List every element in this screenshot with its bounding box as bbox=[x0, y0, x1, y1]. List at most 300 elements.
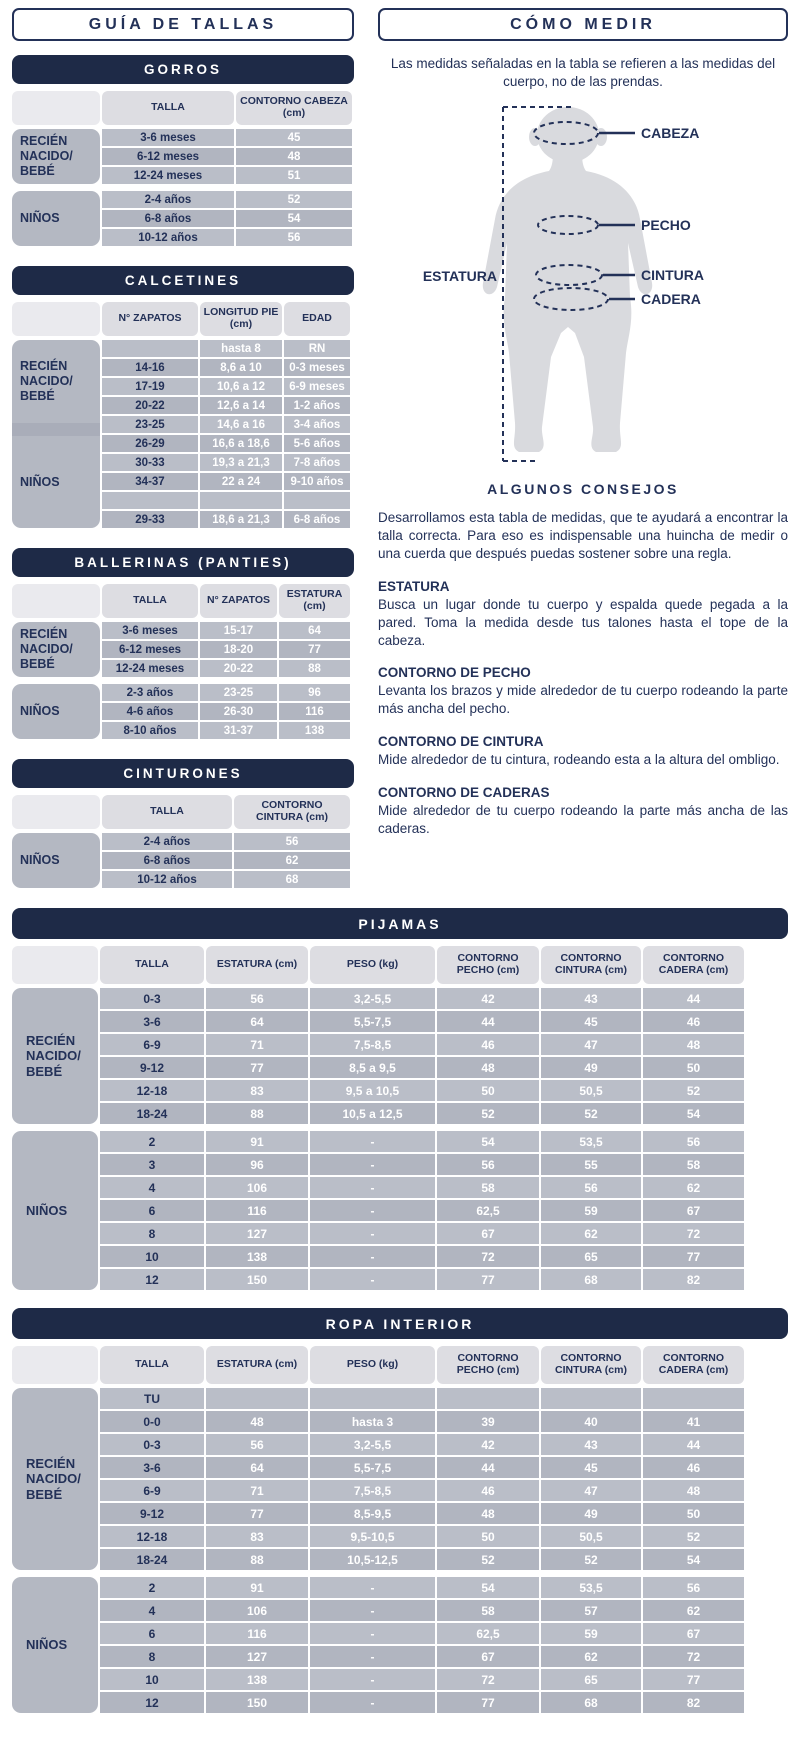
table-cell: 0-3 bbox=[100, 988, 204, 1009]
table-cell: 68 bbox=[234, 871, 350, 888]
table-cell: 43 bbox=[541, 1434, 641, 1455]
table-cell: 42 bbox=[437, 988, 539, 1009]
table-cell: 44 bbox=[437, 1011, 539, 1032]
row-group-label: NIÑOS bbox=[20, 474, 60, 489]
ropa_interior-table-body bbox=[12, 1388, 788, 1713]
cinturones-column-headers bbox=[12, 795, 354, 829]
table-cell: 82 bbox=[643, 1269, 744, 1290]
table-cell: 39 bbox=[437, 1411, 539, 1432]
row-group-label: RECIÉN NACIDO/ BEBÉ bbox=[20, 134, 73, 178]
table-cell: 41 bbox=[643, 1411, 744, 1432]
table-cell: 58 bbox=[437, 1177, 539, 1198]
table-cell: 44 bbox=[437, 1457, 539, 1478]
table-cell: 14-16 bbox=[102, 359, 198, 376]
table-cell: 138 bbox=[206, 1246, 308, 1267]
table-cell: 3,2-5,5 bbox=[310, 1434, 435, 1455]
table-cell: 52 bbox=[541, 1549, 641, 1570]
ballerinas-table-body bbox=[12, 622, 354, 739]
table-cell: 12 bbox=[100, 1692, 204, 1713]
table-cell: - bbox=[310, 1200, 435, 1221]
table-cell bbox=[102, 492, 198, 509]
table-cell: 48 bbox=[236, 148, 352, 165]
table-cell: 53,5 bbox=[541, 1577, 641, 1598]
table-cell: 49 bbox=[541, 1503, 641, 1524]
table-cell: 6-8 años bbox=[102, 210, 234, 227]
table-cell: 4 bbox=[100, 1177, 204, 1198]
table-cell: 3,2-5,5 bbox=[310, 988, 435, 1009]
row-group-label-box bbox=[12, 1577, 98, 1713]
ballerinas-column-headers bbox=[12, 584, 354, 618]
table-cell: 6-12 meses bbox=[102, 641, 198, 658]
table-cell: 20-22 bbox=[200, 660, 277, 677]
table-cell: 64 bbox=[206, 1011, 308, 1032]
table-cell: 9-10 años bbox=[284, 473, 350, 490]
table-cell: 91 bbox=[206, 1577, 308, 1598]
column-header: ESTATURA (cm) bbox=[206, 1346, 308, 1384]
table-cell: 44 bbox=[643, 988, 744, 1009]
table-cell: hasta 8 bbox=[200, 340, 282, 357]
column-header: LONGITUD PIE (cm) bbox=[200, 302, 282, 336]
column-header: CONTORNO CINTURA (cm) bbox=[541, 1346, 641, 1384]
table-cell: 9,5 a 10,5 bbox=[310, 1080, 435, 1101]
table-cell: 8 bbox=[100, 1223, 204, 1244]
table-section bbox=[12, 340, 354, 528]
how-to-measure-column bbox=[378, 8, 788, 908]
table-cell: - bbox=[310, 1600, 435, 1621]
table-cell bbox=[310, 1388, 435, 1409]
table-cell: 62 bbox=[643, 1177, 744, 1198]
table-cell: 20-22 bbox=[102, 397, 198, 414]
table-cell: 77 bbox=[206, 1503, 308, 1524]
table-cell: 44 bbox=[643, 1434, 744, 1455]
table-cell: 12-18 bbox=[100, 1080, 204, 1101]
table-cell: 48 bbox=[643, 1480, 744, 1501]
table-cell: 10-12 años bbox=[102, 229, 234, 246]
column-header: TALLA bbox=[102, 91, 234, 125]
table-cell: 10,5-12,5 bbox=[310, 1549, 435, 1570]
table-cell: TU bbox=[100, 1388, 204, 1409]
table-cell: 2-4 años bbox=[102, 833, 232, 850]
tip-heading: ESTATURA bbox=[378, 578, 450, 594]
table-cell: 8,5-9,5 bbox=[310, 1503, 435, 1524]
table-cell: 6-8 años bbox=[284, 511, 350, 528]
tip-body: Mide alrededor de tu cintura, rodeando esta a la altura del ombligo. bbox=[378, 751, 780, 767]
table-section bbox=[12, 833, 354, 888]
table-cell: 138 bbox=[279, 722, 350, 739]
table-cell: 77 bbox=[437, 1692, 539, 1713]
row-group-label-box bbox=[12, 129, 100, 184]
table-section bbox=[12, 622, 354, 677]
table-cell: 116 bbox=[206, 1200, 308, 1221]
table-cell: 50 bbox=[643, 1057, 744, 1078]
how-to-measure-title: CÓMO MEDIR bbox=[378, 8, 788, 41]
ropa_interior-section-header: ROPA INTERIOR bbox=[12, 1308, 788, 1339]
column-header: N° ZAPATOS bbox=[102, 302, 198, 336]
table-cell: 127 bbox=[206, 1223, 308, 1244]
table-cell: 68 bbox=[541, 1269, 641, 1290]
pecho-label: PECHO bbox=[641, 217, 691, 234]
table-cell: 47 bbox=[541, 1480, 641, 1501]
table-cell: 23-25 bbox=[102, 416, 198, 433]
table-cell: 18-20 bbox=[200, 641, 277, 658]
table-cell: 88 bbox=[206, 1103, 308, 1124]
table-cell: 46 bbox=[437, 1034, 539, 1055]
column-header: TALLA bbox=[102, 584, 198, 618]
table-cell: 34-37 bbox=[102, 473, 198, 490]
table-cell: 17-19 bbox=[102, 378, 198, 395]
column-header: CONTORNO CINTURA (cm) bbox=[234, 795, 350, 829]
table-cell: 0-0 bbox=[100, 1411, 204, 1432]
table-cell: 88 bbox=[206, 1549, 308, 1570]
table-cell: 138 bbox=[206, 1669, 308, 1690]
table-cell: 62,5 bbox=[437, 1200, 539, 1221]
table-cell: 50 bbox=[437, 1080, 539, 1101]
table-cell: 22 a 24 bbox=[200, 473, 282, 490]
table-cell: 67 bbox=[437, 1223, 539, 1244]
table-cell: 55 bbox=[541, 1154, 641, 1175]
table-cell: 14,6 a 16 bbox=[200, 416, 282, 433]
table-cell: 50 bbox=[643, 1503, 744, 1524]
table-cell: 72 bbox=[643, 1646, 744, 1667]
column-header: N° ZAPATOS bbox=[200, 584, 277, 618]
table-cell: 47 bbox=[541, 1034, 641, 1055]
tip-estatura bbox=[378, 579, 788, 649]
table-cell: 16,6 a 18,6 bbox=[200, 435, 282, 452]
table-cell: 106 bbox=[206, 1600, 308, 1621]
table-cell: 15-17 bbox=[200, 622, 277, 639]
table-cell: 10 bbox=[100, 1669, 204, 1690]
row-group-label-box bbox=[12, 191, 100, 246]
table-cell: 6-8 años bbox=[102, 852, 232, 869]
advice-title: ALGUNOS CONSEJOS bbox=[487, 481, 679, 498]
table-cell: RN bbox=[284, 340, 350, 357]
table-cell: 5,5-7,5 bbox=[310, 1011, 435, 1032]
measurement-diagram bbox=[378, 95, 788, 473]
table-cell: 82 bbox=[643, 1692, 744, 1713]
table-cell: 5,5-7,5 bbox=[310, 1457, 435, 1478]
table-cell: 23-25 bbox=[200, 684, 277, 701]
column-header: CONTORNO CINTURA (cm) bbox=[541, 946, 641, 984]
ropa-interior-table bbox=[12, 1308, 788, 1713]
corner-cell bbox=[12, 584, 100, 618]
table-cell: 56 bbox=[206, 988, 308, 1009]
row-group-label-box bbox=[12, 622, 100, 677]
table-cell: 72 bbox=[437, 1669, 539, 1690]
table-cell: 40 bbox=[541, 1411, 641, 1432]
table-cell: 62 bbox=[541, 1223, 641, 1244]
table-cell: 62,5 bbox=[437, 1623, 539, 1644]
table-cell: 8,6 a 10 bbox=[200, 359, 282, 376]
tip-heading: CONTORNO DE CADERAS bbox=[378, 784, 550, 800]
table-cell: 29-33 bbox=[102, 511, 198, 528]
table-cell: 0-3 meses bbox=[284, 359, 350, 376]
table-cell: 48 bbox=[437, 1057, 539, 1078]
column-header: TALLA bbox=[102, 795, 232, 829]
row-group-label: NIÑOS bbox=[20, 853, 60, 867]
corner-cell bbox=[12, 795, 100, 829]
row-group-divider bbox=[12, 423, 100, 436]
tip-contorno-pecho bbox=[378, 665, 788, 718]
table-cell: 59 bbox=[541, 1200, 641, 1221]
table-cell bbox=[437, 1388, 539, 1409]
table-cell: 77 bbox=[437, 1269, 539, 1290]
table-cell: 10-12 años bbox=[102, 871, 232, 888]
table-cell: - bbox=[310, 1577, 435, 1598]
table-cell: 18-24 bbox=[100, 1549, 204, 1570]
table-cell: 30-33 bbox=[102, 454, 198, 471]
pijamas-table bbox=[12, 908, 788, 1290]
table-cell: 3-6 meses bbox=[102, 622, 198, 639]
row-group-label-box bbox=[12, 1131, 98, 1290]
table-cell: 7,5-8,5 bbox=[310, 1034, 435, 1055]
cinturones-table-body bbox=[12, 833, 354, 888]
table-cell: 67 bbox=[643, 1623, 744, 1644]
cabeza-label: CABEZA bbox=[641, 125, 700, 142]
table-cell: 19,3 a 21,3 bbox=[200, 454, 282, 471]
column-header: EDAD bbox=[284, 302, 350, 336]
table-cell: 52 bbox=[437, 1549, 539, 1570]
table-cell: 9-12 bbox=[100, 1503, 204, 1524]
table-cell: 77 bbox=[643, 1246, 744, 1267]
table-cell: 46 bbox=[643, 1011, 744, 1032]
row-group-label-box bbox=[12, 684, 100, 739]
table-cell: 54 bbox=[643, 1549, 744, 1570]
table-cell: hasta 3 bbox=[310, 1411, 435, 1432]
corner-cell bbox=[12, 1346, 98, 1384]
table-section bbox=[12, 684, 354, 739]
row-group-label: RECIÉN NACIDO/ BEBÉ bbox=[26, 1455, 81, 1502]
table-cell: 64 bbox=[279, 622, 350, 639]
table-cell: 96 bbox=[279, 684, 350, 701]
table-section bbox=[12, 129, 354, 184]
table-cell bbox=[200, 492, 282, 509]
cinturones-table bbox=[12, 759, 354, 888]
row-group-label-box bbox=[12, 833, 100, 888]
table-cell: 52 bbox=[643, 1080, 744, 1101]
table-cell: - bbox=[310, 1623, 435, 1644]
row-group-label: RECIÉN NACIDO/ BEBÉ bbox=[20, 627, 73, 671]
table-cell: 46 bbox=[437, 1480, 539, 1501]
table-cell bbox=[284, 492, 350, 509]
column-header: TALLA bbox=[100, 946, 204, 984]
table-cell: 26-29 bbox=[102, 435, 198, 452]
table-cell: - bbox=[310, 1154, 435, 1175]
table-cell: 12-18 bbox=[100, 1526, 204, 1547]
table-cell: 62 bbox=[541, 1646, 641, 1667]
table-cell: 8,5 a 9,5 bbox=[310, 1057, 435, 1078]
table-cell: 53,5 bbox=[541, 1131, 641, 1152]
table-cell: 67 bbox=[643, 1200, 744, 1221]
ballerinas-section-header: BALLERINAS (PANTIES) bbox=[12, 548, 354, 577]
table-cell: 77 bbox=[206, 1057, 308, 1078]
ballerinas-table bbox=[12, 548, 354, 739]
table-cell: 7-8 años bbox=[284, 454, 350, 471]
table-cell: 91 bbox=[206, 1131, 308, 1152]
pijamas-section-header: PIJAMAS bbox=[12, 908, 788, 939]
corner-cell bbox=[12, 302, 100, 336]
table-section bbox=[12, 1131, 788, 1290]
how-to-measure-intro: Las medidas señaladas en la tabla se refieren a las medidas del cuerpo, no de las prendas. bbox=[390, 56, 776, 90]
table-cell: 58 bbox=[437, 1600, 539, 1621]
table-cell: 49 bbox=[541, 1057, 641, 1078]
table-cell: 88 bbox=[279, 660, 350, 677]
table-cell: 2-3 años bbox=[102, 684, 198, 701]
table-cell: - bbox=[310, 1223, 435, 1244]
column-header: PESO (kg) bbox=[310, 946, 435, 984]
estatura-label: ESTATURA bbox=[422, 268, 497, 285]
tip-body: Levanta los brazos y mide alrededor de tu cuerpo rodeando la parte más ancha del pecho. bbox=[378, 683, 788, 717]
table-cell: 12-24 meses bbox=[102, 660, 198, 677]
row-group-label-box bbox=[12, 988, 98, 1124]
table-cell: 12 bbox=[100, 1269, 204, 1290]
table-cell bbox=[206, 1388, 308, 1409]
table-cell: 42 bbox=[437, 1434, 539, 1455]
table-cell: 54 bbox=[643, 1103, 744, 1124]
table-cell: 2 bbox=[100, 1131, 204, 1152]
table-cell: 4-6 años bbox=[102, 703, 198, 720]
table-cell: 0-3 bbox=[100, 1434, 204, 1455]
gorros-table bbox=[12, 55, 354, 246]
table-cell: 48 bbox=[206, 1411, 308, 1432]
table-cell: 150 bbox=[206, 1692, 308, 1713]
table-cell: 46 bbox=[643, 1457, 744, 1478]
row-group-label: RECIÉN NACIDO/ BEBÉ bbox=[26, 1032, 81, 1079]
table-cell: 71 bbox=[206, 1480, 308, 1501]
ropa_interior-column-headers bbox=[12, 1346, 788, 1384]
table-cell: 6-9 bbox=[100, 1034, 204, 1055]
table-cell: 18-24 bbox=[100, 1103, 204, 1124]
table-cell: 43 bbox=[541, 988, 641, 1009]
table-cell: 4 bbox=[100, 1600, 204, 1621]
table-cell: 62 bbox=[234, 852, 350, 869]
table-cell: 68 bbox=[541, 1692, 641, 1713]
table-cell: 52 bbox=[541, 1103, 641, 1124]
pijamas-table-body bbox=[12, 988, 788, 1290]
table-cell: 56 bbox=[643, 1577, 744, 1598]
table-cell: 26-30 bbox=[200, 703, 277, 720]
table-cell: 6 bbox=[100, 1623, 204, 1644]
table-cell: 127 bbox=[206, 1646, 308, 1667]
table-cell: 56 bbox=[206, 1434, 308, 1455]
table-cell bbox=[643, 1388, 744, 1409]
calcetines-table-body bbox=[12, 340, 354, 528]
corner-cell bbox=[12, 946, 98, 984]
table-cell: 56 bbox=[437, 1154, 539, 1175]
table-cell: 72 bbox=[437, 1246, 539, 1267]
table-cell: 54 bbox=[437, 1131, 539, 1152]
table-cell: 50 bbox=[437, 1526, 539, 1547]
table-cell: - bbox=[310, 1131, 435, 1152]
table-cell: 31-37 bbox=[200, 722, 277, 739]
column-header: ESTATURA (cm) bbox=[279, 584, 350, 618]
tip-contorno-cintura bbox=[378, 734, 788, 769]
table-cell: 116 bbox=[279, 703, 350, 720]
row-group-label: NIÑOS bbox=[26, 1202, 68, 1218]
table-cell: 45 bbox=[541, 1457, 641, 1478]
table-cell: 45 bbox=[541, 1011, 641, 1032]
table-cell: 59 bbox=[541, 1623, 641, 1644]
column-header: CONTORNO PECHO (cm) bbox=[437, 1346, 539, 1384]
table-cell: 3-4 años bbox=[284, 416, 350, 433]
child-silhouette bbox=[483, 107, 652, 452]
gorros-column-headers bbox=[12, 91, 354, 125]
table-cell: 8-10 años bbox=[102, 722, 198, 739]
column-header: TALLA bbox=[100, 1346, 204, 1384]
row-group-label: RECIÉN NACIDO/ BEBÉ bbox=[20, 359, 73, 404]
table-cell: 65 bbox=[541, 1246, 641, 1267]
corner-cell bbox=[12, 91, 100, 125]
table-section bbox=[12, 988, 788, 1124]
table-cell bbox=[102, 340, 198, 357]
tip-contorno-caderas bbox=[378, 785, 788, 838]
left-column bbox=[12, 8, 354, 908]
calcetines-table bbox=[12, 266, 354, 528]
table-cell: 106 bbox=[206, 1177, 308, 1198]
table-cell: 56 bbox=[236, 229, 352, 246]
table-cell: 96 bbox=[206, 1154, 308, 1175]
table-cell: 77 bbox=[279, 641, 350, 658]
table-cell: 77 bbox=[643, 1669, 744, 1690]
row-group-label: NIÑOS bbox=[20, 704, 60, 718]
table-cell: 6-12 meses bbox=[102, 148, 234, 165]
tip-heading: CONTORNO DE PECHO bbox=[378, 665, 531, 681]
table-cell: 50,5 bbox=[541, 1080, 641, 1101]
column-header: CONTORNO CADERA (cm) bbox=[643, 1346, 744, 1384]
table-cell: - bbox=[310, 1692, 435, 1713]
table-cell: 50,5 bbox=[541, 1526, 641, 1547]
gorros-table-body bbox=[12, 129, 354, 246]
column-header: ESTATURA (cm) bbox=[206, 946, 308, 984]
table-cell: 83 bbox=[206, 1080, 308, 1101]
row-group-label-box bbox=[12, 1388, 98, 1570]
table-cell: 83 bbox=[206, 1526, 308, 1547]
column-header: CONTORNO PECHO (cm) bbox=[437, 946, 539, 984]
table-cell: 71 bbox=[206, 1034, 308, 1055]
table-cell: 56 bbox=[643, 1131, 744, 1152]
table-cell: 3-6 meses bbox=[102, 129, 234, 146]
table-cell: 6 bbox=[100, 1200, 204, 1221]
column-header: PESO (kg) bbox=[310, 1346, 435, 1384]
table-cell: 2-4 años bbox=[102, 191, 234, 208]
table-cell: 54 bbox=[437, 1577, 539, 1598]
table-cell: 52 bbox=[236, 191, 352, 208]
table-cell: 48 bbox=[643, 1034, 744, 1055]
row-group-label: NIÑOS bbox=[26, 1637, 68, 1653]
table-cell: - bbox=[310, 1177, 435, 1198]
table-cell: 65 bbox=[541, 1669, 641, 1690]
row-group-label: NIÑOS bbox=[20, 211, 60, 225]
table-section bbox=[12, 1388, 788, 1570]
table-cell: 48 bbox=[437, 1503, 539, 1524]
table-cell: 3 bbox=[100, 1154, 204, 1175]
table-cell: 67 bbox=[437, 1646, 539, 1667]
cadera-label: CADERA bbox=[641, 291, 701, 308]
table-cell: - bbox=[310, 1246, 435, 1267]
table-cell: 56 bbox=[541, 1177, 641, 1198]
cinturones-section-header: CINTURONES bbox=[12, 759, 354, 788]
two-column-area bbox=[12, 8, 788, 908]
table-cell: 72 bbox=[643, 1223, 744, 1244]
calcetines-section-header: CALCETINES bbox=[12, 266, 354, 295]
table-cell: - bbox=[310, 1646, 435, 1667]
table-cell: 3-6 bbox=[100, 1457, 204, 1478]
table-cell: 57 bbox=[541, 1600, 641, 1621]
table-cell: 12,6 a 14 bbox=[200, 397, 282, 414]
body-diagram-svg bbox=[403, 95, 763, 473]
table-cell: 58 bbox=[643, 1154, 744, 1175]
table-cell: 10 bbox=[100, 1246, 204, 1267]
table-cell: 18,6 a 21,3 bbox=[200, 511, 282, 528]
